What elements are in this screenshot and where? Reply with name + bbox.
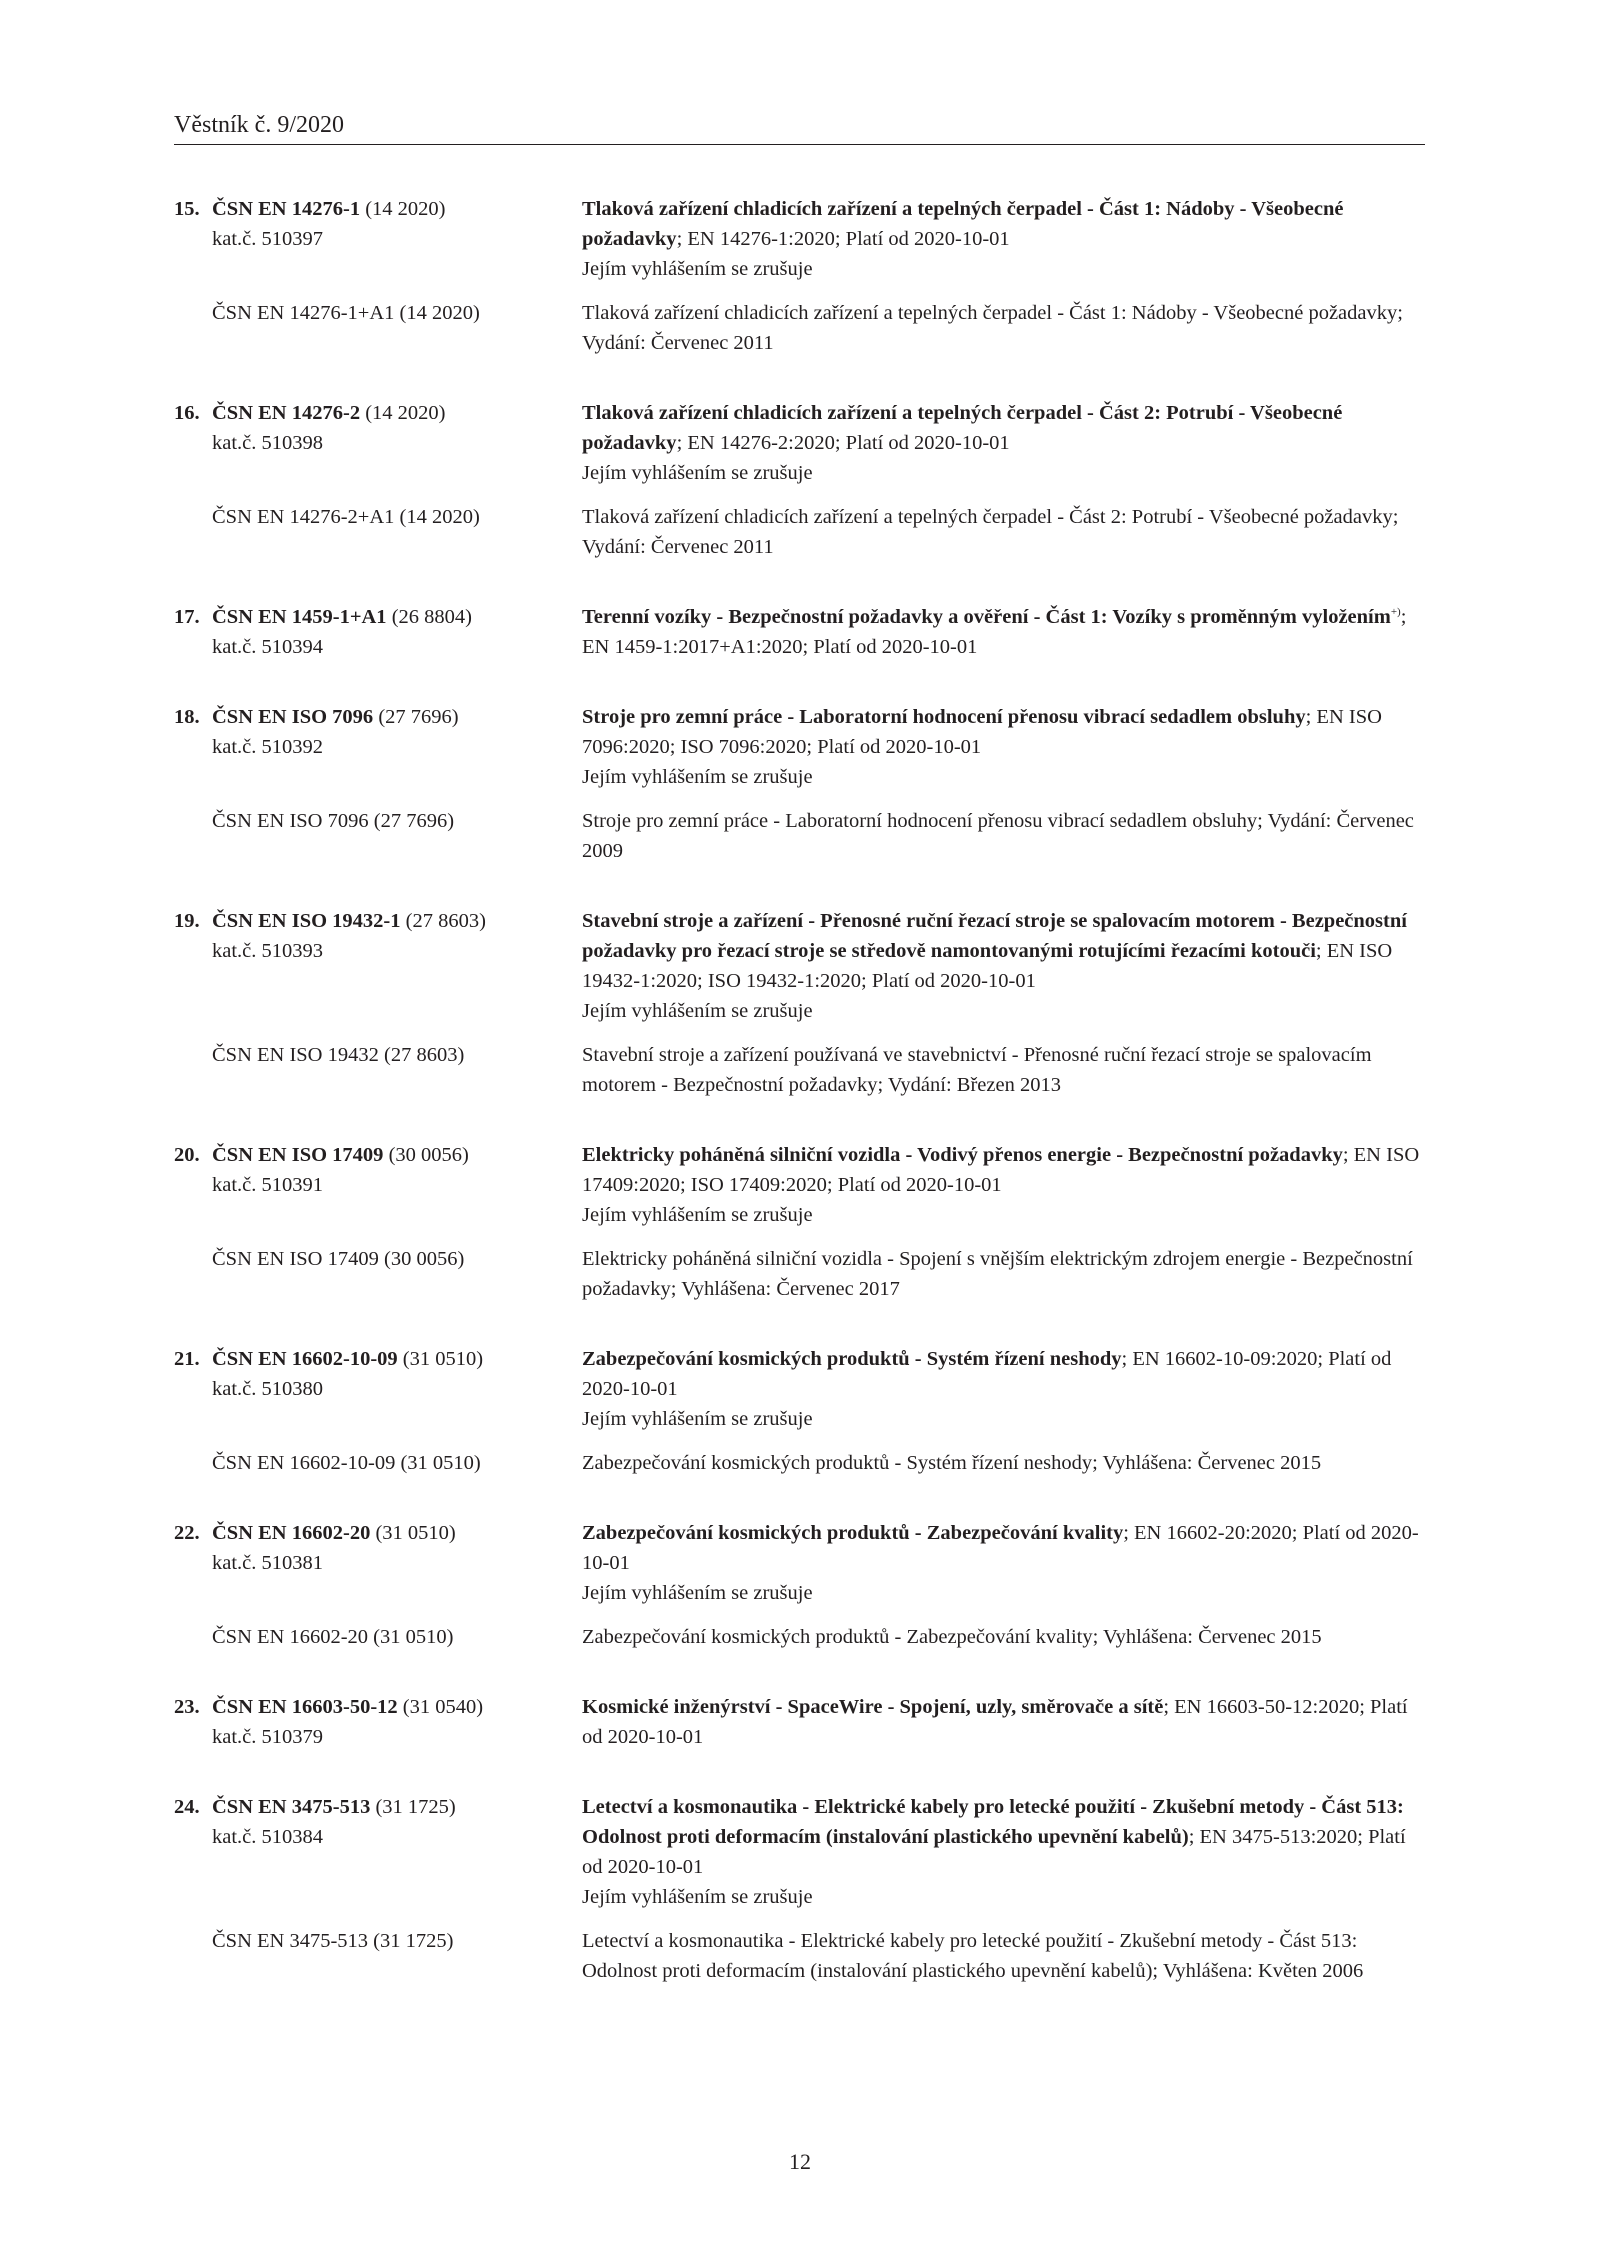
entry-number: 18. (174, 706, 200, 728)
entry-title-line (582, 194, 1425, 254)
replaced-standard-title: Zabezpečování kosmických produktů - Systém řízení neshody; Vyhlášena: Červenec 2015 (582, 1452, 1322, 1474)
replaced-right-column (582, 1040, 1425, 1100)
standard-title: Zabezpečování kosmických produktů - Zabezpečování kvality (582, 1522, 1124, 1544)
entry-title-line (582, 1140, 1425, 1200)
replaced-right-column (582, 806, 1425, 866)
entry-right-column (582, 1518, 1425, 1608)
entry-title-line (582, 602, 1425, 662)
standard-entry (174, 398, 1425, 562)
withdrawal-note: Jejím vyhlášením se zrušuje (582, 1000, 813, 1022)
replaced-left-column (174, 1040, 582, 1100)
catalog-number: kat.č. 510379 (212, 1726, 324, 1748)
replaced-right-column (582, 298, 1425, 358)
entry-main-row (174, 906, 1425, 1026)
standard-details: ; EN 14276-1:2020; Platí od 2020-10-01 (676, 228, 1010, 250)
withdrawal-note: Jejím vyhlášením se zrušuje (582, 462, 813, 484)
standard-details: ; EN 16603-50-12:2020; Platí od 2020-10-01 (582, 1696, 1408, 1748)
standard-entry (174, 602, 1425, 662)
replaced-right-column (582, 1622, 1425, 1652)
entry-number: 21. (174, 1348, 200, 1370)
standard-code: ČSN EN 3475-513 (212, 1796, 371, 1818)
withdrawal-note: Jejím vyhlášením se zrušuje (582, 766, 813, 788)
replaced-standard-title: Letectví a kosmonautika - Elektrické kabely pro letecké použití - Zkušební metody - Část 513: Odolnost proti deformacím (instalování plastického upevnění kabelů); Vyhlášena: Květen 2006 (582, 1930, 1364, 1982)
standard-code: ČSN EN 16602-20 (212, 1522, 371, 1544)
entry-right-column (582, 1792, 1425, 1912)
entry-title-line (582, 1792, 1425, 1882)
entry-title-line (582, 1518, 1425, 1578)
entry-designation (174, 702, 582, 732)
catalog-number: kat.č. 510394 (212, 636, 324, 658)
replaced-standard-code: ČSN EN ISO 19432 (27 8603) (212, 1044, 465, 1066)
entry-left-column (174, 1692, 582, 1752)
classification-code: (31 0540) (397, 1696, 484, 1718)
catalog-number: kat.č. 510398 (212, 432, 324, 454)
entry-main-row (174, 1140, 1425, 1230)
withdrawal-note: Jejím vyhlášením se zrušuje (582, 258, 813, 280)
standard-entry (174, 1140, 1425, 1304)
replaced-standard-code: ČSN EN ISO 7096 (27 7696) (212, 810, 455, 832)
entry-right-column (582, 398, 1425, 488)
entry-main-row (174, 702, 1425, 792)
withdrawal-note: Jejím vyhlášením se zrušuje (582, 1204, 813, 1226)
entry-title-line (582, 1692, 1425, 1752)
standard-title: Kosmické inženýrství - SpaceWire - Spojení, uzly, směrovače a sítě (582, 1696, 1164, 1718)
entry-left-column (174, 602, 582, 662)
entry-right-column (582, 1692, 1425, 1752)
entry-designation (174, 602, 582, 632)
entry-right-column (582, 602, 1425, 662)
entry-right-column (582, 194, 1425, 284)
replaced-standard-row (174, 298, 1425, 358)
standard-title: Terenní vozíky - Bezpečnostní požadavky a ověření - Část 1: Vozíky s proměnným vyložením (582, 606, 1391, 628)
replaced-left-column (174, 806, 582, 866)
replaced-left-column (174, 1926, 582, 1986)
replaced-right-column (582, 502, 1425, 562)
catalog-number: kat.č. 510397 (212, 228, 324, 250)
entry-right-column (582, 906, 1425, 1026)
page-number: 12 (789, 2149, 811, 2174)
entry-designation (174, 1344, 582, 1374)
classification-code: (30 0056) (383, 1144, 469, 1166)
standard-code: ČSN EN ISO 7096 (212, 706, 374, 728)
standard-title: Letectví a kosmonautika - Elektrické kabely pro letecké použití - Zkušební metody - Část 513: Odolnost proti deformacím (instalování plastického upevnění kabelů) (582, 1796, 1404, 1848)
entry-designation (174, 1140, 582, 1170)
standard-details: ; EN 14276-2:2020; Platí od 2020-10-01 (676, 432, 1010, 454)
classification-code: (31 0510) (370, 1522, 456, 1544)
replaced-standard-row (174, 502, 1425, 562)
entry-number: 24. (174, 1796, 200, 1818)
standard-code: ČSN EN ISO 17409 (212, 1144, 384, 1166)
standard-title: Zabezpečování kosmických produktů - Systém řízení neshody (582, 1348, 1122, 1370)
standard-details: ; EN 16602-10-09:2020; Platí od 2020-10-01 (582, 1348, 1392, 1400)
replaced-standard-title: Elektricky poháněná silniční vozidla - Spojení s vnějším elektrickým zdrojem energie - Bezpečnostní požadavky; Vyhlášena: Červenec 2017 (582, 1248, 1413, 1300)
replaced-standard-code: ČSN EN 16602-20 (31 0510) (212, 1626, 454, 1648)
entry-designation (174, 1692, 582, 1722)
standard-code: ČSN EN 16603-50-12 (212, 1696, 398, 1718)
standard-details: ; EN 1459-1:2017+A1:2020; Platí od 2020-10-01 (582, 606, 1407, 658)
standard-details: ; EN 3475-513:2020; Platí od 2020-10-01 (582, 1826, 1406, 1878)
standard-code: ČSN EN ISO 19432-1 (212, 910, 401, 932)
standard-details: ; EN ISO 7096:2020; ISO 7096:2020; Platí od 2020-10-01 (582, 706, 1382, 758)
classification-code: (27 8603) (400, 910, 486, 932)
entry-number: 19. (174, 910, 200, 932)
replaced-standard-code: ČSN EN ISO 17409 (30 0056) (212, 1248, 465, 1270)
entry-left-column (174, 398, 582, 488)
standard-details: ; EN ISO 19432-1:2020; ISO 19432-1:2020; Platí od 2020-10-01 (582, 940, 1393, 992)
standard-code: ČSN EN 1459-1+A1 (212, 606, 387, 628)
replaced-standard-title: Tlaková zařízení chladicích zařízení a tepelných čerpadel - Část 2: Potrubí - Všeobecné požadavky; Vydání: Červenec 2011 (582, 506, 1399, 558)
standard-entry (174, 906, 1425, 1100)
replaced-left-column (174, 1448, 582, 1478)
entry-left-column (174, 1344, 582, 1434)
replaced-right-column (582, 1244, 1425, 1304)
standard-title: Tlaková zařízení chladicích zařízení a tepelných čerpadel - Část 1: Nádoby - Všeobecné požadavky (582, 198, 1344, 250)
entry-left-column (174, 906, 582, 1026)
replaced-standard-row (174, 806, 1425, 866)
replaced-standard-row (174, 1244, 1425, 1304)
catalog-number: kat.č. 510391 (212, 1174, 324, 1196)
standard-entry (174, 194, 1425, 358)
entry-number: 23. (174, 1696, 200, 1718)
entry-left-column (174, 194, 582, 284)
entry-designation (174, 398, 582, 428)
classification-code: (27 7696) (373, 706, 459, 728)
entry-main-row (174, 1792, 1425, 1912)
entry-number: 17. (174, 606, 200, 628)
replaced-standard-code: ČSN EN 3475-513 (31 1725) (212, 1930, 454, 1952)
classification-code: (14 2020) (360, 198, 446, 220)
classification-code: (14 2020) (360, 402, 446, 424)
entry-left-column (174, 1792, 582, 1912)
replaced-standard-title: Stavební stroje a zařízení používaná ve stavebnictví - Přenosné ruční řezací stroje se spalovacím motorem - Bezpečnostní požadavky; Vydání: Březen 2013 (582, 1044, 1372, 1096)
entry-main-row (174, 1344, 1425, 1434)
entry-right-column (582, 702, 1425, 792)
entry-number: 15. (174, 198, 200, 220)
replaced-left-column (174, 502, 582, 562)
standard-details: ; EN ISO 17409:2020; ISO 17409:2020; Platí od 2020-10-01 (582, 1144, 1420, 1196)
standard-entry (174, 1518, 1425, 1652)
replaced-standard-row (174, 1622, 1425, 1652)
catalog-number: kat.č. 510384 (212, 1826, 324, 1848)
withdrawal-note: Jejím vyhlášením se zrušuje (582, 1408, 813, 1430)
standard-entry (174, 1692, 1425, 1752)
entry-main-row (174, 194, 1425, 284)
standard-title: Elektricky poháněná silniční vozidla - Vodivý přenos energie - Bezpečnostní požadavky (582, 1144, 1343, 1166)
catalog-number: kat.č. 510381 (212, 1552, 324, 1574)
replaced-standard-code: ČSN EN 14276-1+A1 (14 2020) (212, 302, 480, 324)
entry-title-line (582, 906, 1425, 996)
entry-main-row (174, 1518, 1425, 1608)
entry-designation (174, 194, 582, 224)
standard-title: Stavební stroje a zařízení - Přenosné ruční řezací stroje se spalovacím motorem - Bezpečnostní požadavky pro řezací stroje se středově namontovanými rotujícími řezacími kotouči (582, 910, 1407, 962)
entry-main-row (174, 398, 1425, 488)
replaced-standard-row (174, 1040, 1425, 1100)
entry-number: 16. (174, 402, 200, 424)
replaced-standard-title: Tlaková zařízení chladicích zařízení a tepelných čerpadel - Část 1: Nádoby - Všeobecné požadavky; Vydání: Červenec 2011 (582, 302, 1403, 354)
standard-entry (174, 1792, 1425, 1986)
replaced-left-column (174, 1244, 582, 1304)
replaced-standard-code: ČSN EN 16602-10-09 (31 0510) (212, 1452, 481, 1474)
standard-code: ČSN EN 14276-1 (212, 198, 361, 220)
entry-title-line (582, 1344, 1425, 1404)
standard-code: ČSN EN 16602-10-09 (212, 1348, 398, 1370)
standard-details: ; EN 16602-20:2020; Platí od 2020-10-01 (582, 1522, 1419, 1574)
withdrawal-note: Jejím vyhlášením se zrušuje (582, 1582, 813, 1604)
entry-right-column (582, 1344, 1425, 1434)
page-header-title: Věstník č. 9/2020 (174, 112, 344, 138)
entry-right-column (582, 1140, 1425, 1230)
classification-code: (31 0510) (397, 1348, 484, 1370)
entry-designation (174, 1518, 582, 1548)
classification-code: (31 1725) (370, 1796, 456, 1818)
standard-title: Tlaková zařízení chladicích zařízení a tepelných čerpadel - Část 2: Potrubí - Všeobecné požadavky (582, 402, 1343, 454)
standard-entry (174, 1344, 1425, 1478)
entry-main-row (174, 1692, 1425, 1752)
replaced-right-column (582, 1448, 1425, 1478)
entry-designation (174, 1792, 582, 1822)
replaced-standard-row (174, 1926, 1425, 1986)
withdrawal-note: Jejím vyhlášením se zrušuje (582, 1886, 813, 1908)
entry-number: 22. (174, 1522, 200, 1544)
entry-title-line (582, 702, 1425, 762)
entry-main-row (174, 602, 1425, 662)
catalog-number: kat.č. 510392 (212, 736, 324, 758)
entry-designation (174, 906, 582, 936)
standard-entry (174, 702, 1425, 866)
classification-code: (26 8804) (386, 606, 472, 628)
entry-left-column (174, 702, 582, 792)
catalog-number: kat.č. 510393 (212, 940, 324, 962)
replaced-standard-title: Zabezpečování kosmických produktů - Zabezpečování kvality; Vyhlášena: Červenec 2015 (582, 1626, 1322, 1648)
header-rule (174, 144, 1425, 145)
replaced-standard-row (174, 1448, 1425, 1478)
footnote-mark: +) (1390, 606, 1401, 618)
entry-number: 20. (174, 1144, 200, 1166)
entry-left-column (174, 1140, 582, 1230)
standard-code: ČSN EN 14276-2 (212, 402, 361, 424)
entry-left-column (174, 1518, 582, 1608)
catalog-number: kat.č. 510380 (212, 1378, 324, 1400)
replaced-standard-code: ČSN EN 14276-2+A1 (14 2020) (212, 506, 480, 528)
replaced-right-column (582, 1926, 1425, 1986)
standard-title: Stroje pro zemní práce - Laboratorní hodnocení přenosu vibrací sedadlem obsluhy (582, 706, 1306, 728)
replaced-standard-title: Stroje pro zemní práce - Laboratorní hodnocení přenosu vibrací sedadlem obsluhy; Vydání: Červenec 2009 (582, 810, 1414, 862)
replaced-left-column (174, 1622, 582, 1652)
standards-list (174, 194, 1425, 2026)
replaced-left-column (174, 298, 582, 358)
entry-title-line (582, 398, 1425, 458)
